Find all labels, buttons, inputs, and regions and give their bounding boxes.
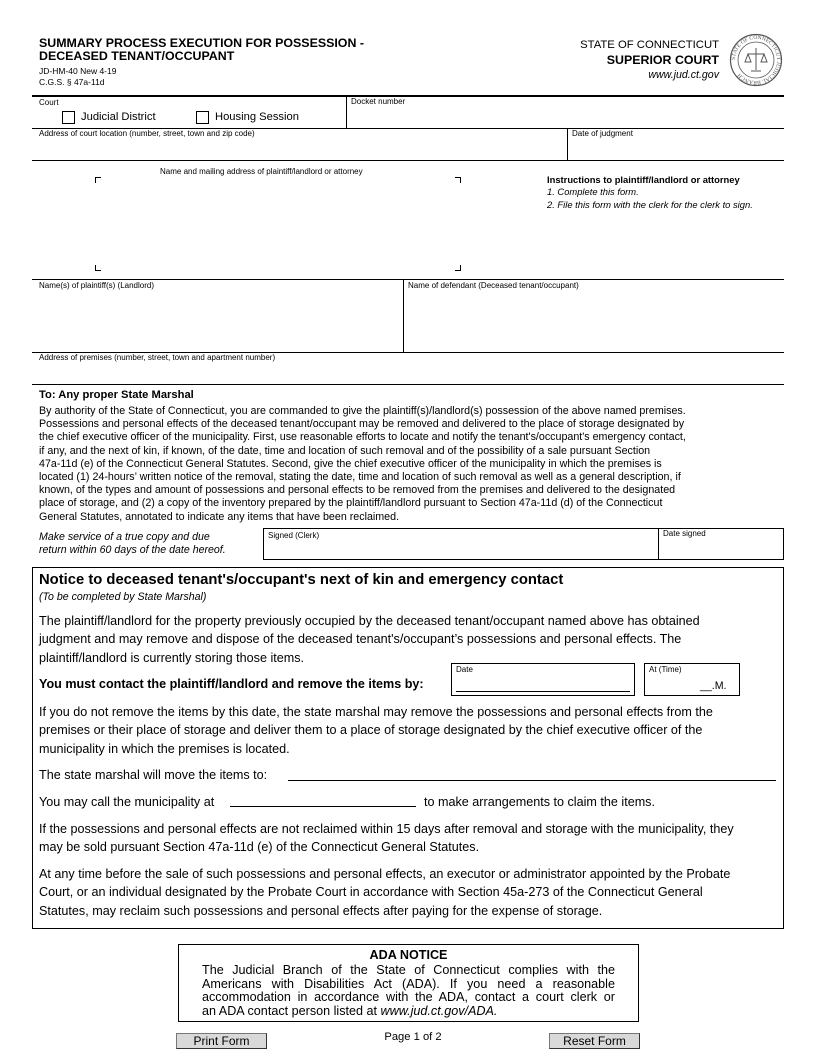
plaintiff-address-label: Name and mailing address of plaintiff/landlord or attorney [160, 167, 363, 176]
must-contact-text: You must contact the plaintiff/landlord and remove the items by: [39, 677, 424, 691]
seal-text: STATE OF CONNECTICUT JUDICIAL BRANCH [730, 34, 782, 86]
housing-session-checkbox[interactable] [196, 111, 209, 124]
call-municipality-suffix: to make arrangements to claim the items. [424, 795, 655, 809]
notice-line: may be sold pursuant Section 47a-11d (e) of the Connecticut General Statutes. [39, 840, 480, 855]
marshal-line: known, of the types and amount of possessions and personal effects to be removed from the premises and delivered to the designated [39, 484, 676, 497]
marshal-line: if any, and the next of kin, if known, of the date, time and location of such removal and of the possibility of a sale pursuant Section [39, 444, 651, 457]
notice-paragraph-4 [39, 865, 779, 920]
marshal-line: By authority of the State of Connecticut, you are commanded to give the plaintiff(s)/landlord(s) possession of the above named premises. [39, 405, 686, 417]
defendant-name-field[interactable] [406, 292, 782, 350]
state-seal-icon [729, 33, 783, 87]
removal-time-field[interactable] [649, 677, 699, 692]
plaintiff-names-label: Name(s) of plaintiff(s) (Landlord) [39, 281, 155, 290]
notice-line: Statutes, may reclaim such possessions and personal effects after paying for the expense of storage. [39, 903, 603, 918]
storage-location-field[interactable] [288, 765, 776, 780]
notice-subtitle: (To be completed by State Marshal) [39, 591, 207, 603]
marshal-command-text [39, 405, 784, 524]
ada-title: ADA NOTICE [369, 948, 448, 962]
court-label: Court [39, 98, 59, 107]
removal-time-label: At (Time) [649, 665, 682, 674]
signed-clerk-label: Signed (Clerk) [268, 531, 320, 540]
court-name: SUPERIOR COURT [606, 53, 719, 67]
notice-title: Notice to deceased tenant's/occupant's next of kin and emergency contact [39, 572, 564, 588]
notice-line: plaintiff/landlord is currently storing those items. [39, 650, 305, 665]
marshal-line: 47a-11d (e) of the Connecticut General Statutes. Second, give the chief executive officer of the municipality in which the premises is [39, 457, 662, 470]
call-municipality-prefix: You may call the municipality at [39, 795, 215, 809]
instruction-2: 2. File this form with the clerk for the clerk to sign. [547, 199, 753, 210]
form-title [39, 37, 364, 63]
instruction-1: 1. Complete this form. [547, 186, 639, 197]
date-of-judgment-field[interactable] [570, 140, 782, 160]
ada-text [202, 964, 615, 1018]
date-of-judgment-label: Date of judgment [572, 129, 633, 138]
service-line: Make service of a true copy and due [39, 531, 210, 543]
form-id: JD-HM-40 New 4-19 [39, 66, 117, 76]
state-name: STATE OF CONNECTICUT [580, 39, 719, 51]
time-meridiem: __.M. [700, 680, 727, 692]
plaintiff-address-field[interactable] [101, 182, 453, 264]
clerk-signature-field[interactable] [267, 541, 655, 558]
instructions-title: Instructions to plaintiff/landlord or attorney [547, 174, 740, 185]
docket-number-label: Docket number [351, 97, 406, 106]
premises-address-field[interactable] [36, 364, 782, 384]
court-address-field[interactable] [36, 140, 564, 160]
defendant-name-label: Name of defendant (Deceased tenant/occupant) [408, 281, 579, 290]
ada-link[interactable]: www.jud.ct.gov/ADA. [380, 1003, 498, 1018]
plaintiff-names-field[interactable] [36, 292, 400, 350]
service-line: return within 60 days of the date hereof. [39, 544, 226, 557]
date-signed-label: Date signed [663, 529, 706, 538]
marshal-line: General Statutes, annotated to indicate any items that have been reclaimed. [39, 510, 400, 523]
page-number: Page 1 of 2 [384, 1031, 442, 1043]
ada-line: Americans with Disabilities Act (ADA). If you need a reasonable [202, 976, 615, 991]
statute: C.G.S. § 47a-11d [39, 77, 105, 87]
notice-paragraph-3 [39, 820, 779, 857]
marshal-line: place of storage, and (2) a copy of the inventory prepared by the plaintiff/landlord pursuant to Section 47a-11d (d) of the Connecticut [39, 497, 663, 510]
notice-paragraph-1 [39, 612, 779, 667]
print-form-button[interactable]: Print Form [176, 1033, 267, 1049]
marshal-heading: To: Any proper State Marshal [39, 389, 194, 401]
housing-session-label: Housing Session [215, 111, 299, 123]
notice-line: Court, or an individual designated by the Probate Court in accordance with Section 45a-273 of the Connecticut General [39, 885, 703, 900]
ada-line: The Judicial Branch of the State of Connecticut complies with the [202, 963, 615, 977]
notice-paragraph-2 [39, 703, 779, 758]
ada-line: accommodation in accordance with the ADA, contact a court clerk or [202, 990, 615, 1004]
ada-line [202, 1005, 615, 1019]
premises-address-label: Address of premises (number, street, town and apartment number) [39, 353, 276, 362]
municipality-phone-field[interactable] [230, 791, 416, 806]
notice-line: If you do not remove the items by this date, the state marshal may remove the possessions and personal effects from the [39, 705, 713, 719]
notice-line: premises or their place of storage and deliver them to a place of storage designated by the chief executive officer of the [39, 723, 703, 738]
date-signed-field[interactable] [662, 541, 782, 558]
docket-number-field[interactable] [350, 108, 784, 128]
notice-line: If the possessions and personal effects are not reclaimed within 15 days after removal and storage with the municipality, they [39, 822, 734, 836]
marshal-line: the chief executive officer of the municipality. First, use reasonable efforts to locate and notify the tenant's/occupant's emergency contact, [39, 431, 686, 444]
judicial-district-checkbox[interactable] [62, 111, 75, 124]
marshal-line: located (1) 24-hours’ written notice of the removal, stating the date, time and location of such removal as well as a general description, if [39, 471, 681, 484]
reset-form-button[interactable]: Reset Form [549, 1033, 640, 1049]
removal-date-field[interactable] [456, 676, 630, 691]
form-title-line1: SUMMARY PROCESS EXECUTION FOR POSSESSION - [39, 36, 364, 50]
move-items-label: The state marshal will move the items to: [39, 768, 268, 782]
notice-line: municipality in which the premises is located. [39, 741, 290, 756]
removal-date-label: Date [456, 665, 473, 674]
notice-line: The plaintiff/landlord for the property previously occupied by the deceased tenant/occupant named above has obtained [39, 614, 700, 628]
form-title-line2: DECEASED TENANT/OCCUPANT [39, 49, 235, 63]
service-note [39, 531, 226, 558]
notice-line: judgment and may remove and dispose of the deceased tenant's/occupant’s possessions and personal effects. The [39, 632, 682, 647]
judicial-district-label: Judicial District [81, 111, 156, 123]
notice-line: At any time before the sale of such possessions and personal effects, an executor or administrator appointed by the Probate [39, 867, 731, 881]
court-address-label: Address of court location (number, street, town and zip code) [39, 129, 255, 138]
marshal-line: Possessions and personal effects of the deceased tenant/occupant may be removed and delivered to the place of storage designated by [39, 418, 685, 431]
ada-line-prefix: an ADA contact person listed at [202, 1003, 381, 1018]
website: www.jud.ct.gov [648, 69, 719, 81]
